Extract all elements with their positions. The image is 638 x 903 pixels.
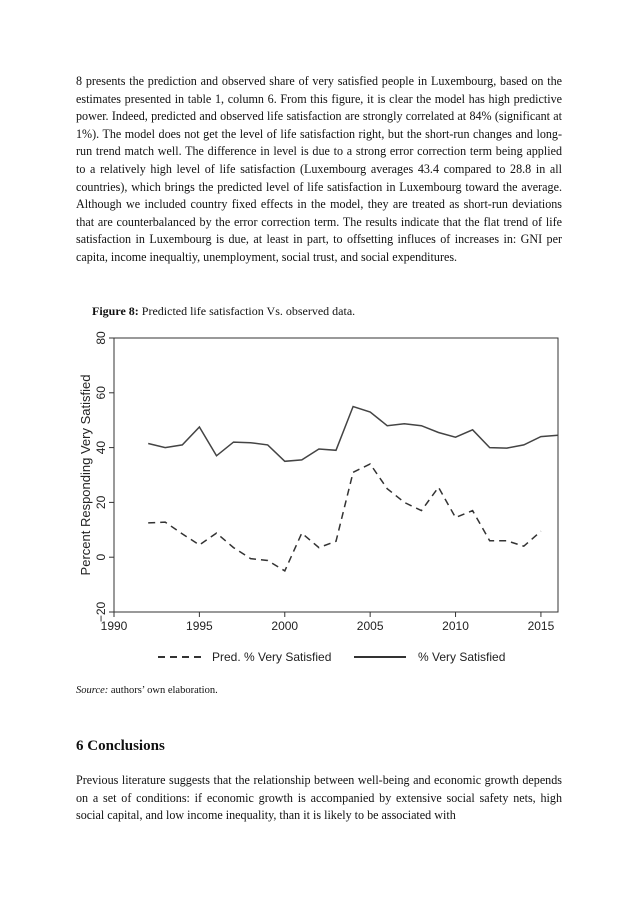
series-line-pred xyxy=(148,464,541,571)
y-tick-label: 20 xyxy=(94,495,108,510)
x-tick-label: 1995 xyxy=(186,619,213,633)
y-tick-label: −20 xyxy=(94,601,108,623)
legend-label-observed: % Very Satisfied xyxy=(418,650,506,664)
figure-label: Figure 8: xyxy=(92,304,139,318)
source-label: Source: xyxy=(76,685,109,696)
x-tick-label: 2015 xyxy=(527,619,555,633)
y-tick-label: 60 xyxy=(94,386,108,400)
x-tick-label: 1990 xyxy=(100,619,128,633)
line-chart xyxy=(72,326,568,678)
plot-area xyxy=(114,338,558,612)
y-tick-label: 80 xyxy=(94,331,108,345)
y-axis xyxy=(94,331,114,622)
x-tick-label: 2010 xyxy=(442,619,469,633)
legend-label-pred: Pred. % Very Satisfied xyxy=(212,650,332,664)
y-tick-label: 0 xyxy=(94,553,108,561)
figure-caption xyxy=(92,304,355,319)
conclusion-paragraph: Previous literature suggests that the relationship between well-being and economic growth depends on a set of conditions: if economic growth is accompanied by extensive social safety nets, high social capital, and low income inequality, than it is likely to be associated with xyxy=(76,773,562,823)
figure-caption-text: Predicted life satisfaction Vs. observed data. xyxy=(141,304,356,318)
y-tick-label: 40 xyxy=(94,440,108,455)
section-title: 6 Conclusions xyxy=(76,738,165,754)
series-line-observed xyxy=(148,407,558,462)
source-text: authors’ own elaboration. xyxy=(110,685,218,696)
body-paragraph: 8 presents the prediction and observed share of very satisfied people in Luxembourg, based on the estimates presented in table 1, column 6. From this figure, it is clear the model has high predictive power. Indeed, predicted and observed life satisfaction are strongly correlated at 84% (significant at 1%). The model does not get the level of life satisfaction right, but the short-run changes and long-run trend match well. The difference in level is due to a strong error correction term being applied to a relatively high level of life satisfaction (Luxembourg averages 43.4 compared to 28.8 in all countries), which brings the predicted level of life satisfaction in Luxembourg toward the average. Although we included country fixed effects in the model, they are treated as short-run deviations that are counterbalanced by the error correction term. The results indicate that the flat trend of life satisfaction in Luxembourg is due, at least in part, to offsetting influces of increases in: GNI per capita, income inequaltiy, unemployment, social trust, and social expenditures. xyxy=(76,74,562,264)
y-axis-label: Percent Responding Very Satisfied xyxy=(78,374,93,576)
x-tick-label: 2000 xyxy=(271,619,299,633)
figure-source xyxy=(76,685,218,696)
x-tick-label: 2005 xyxy=(356,619,384,633)
legend xyxy=(158,650,505,664)
x-axis xyxy=(101,612,555,633)
